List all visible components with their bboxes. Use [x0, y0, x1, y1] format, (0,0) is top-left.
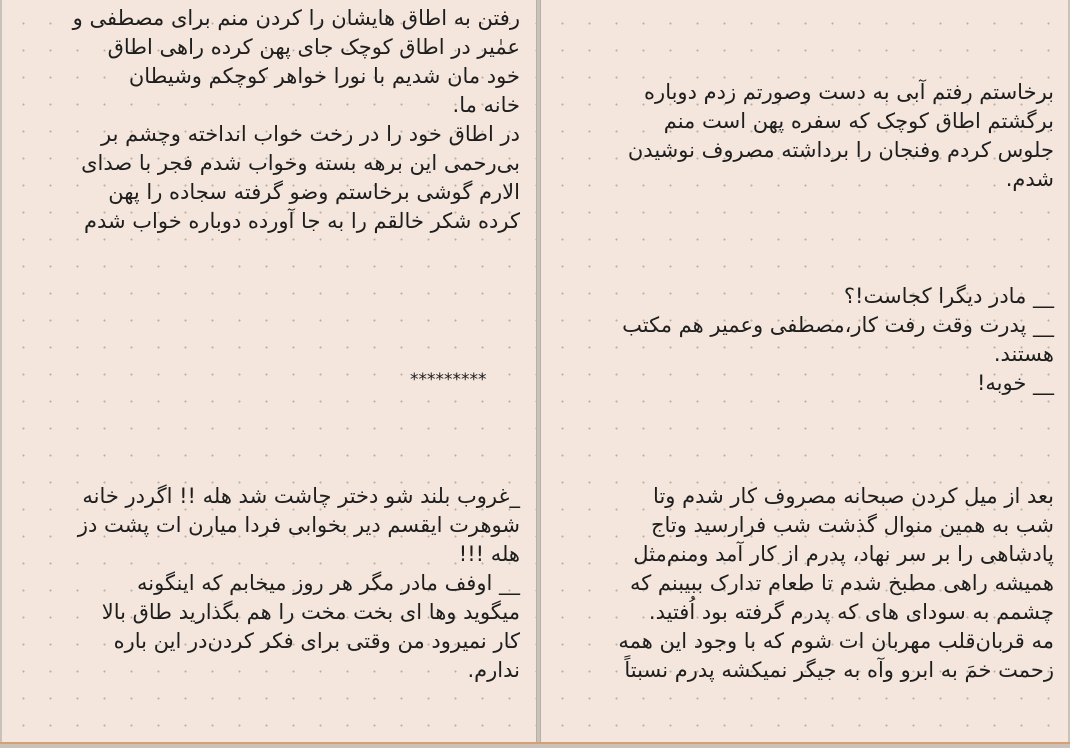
text-line: مه قربان‌قلب مهربان ات شوم که با وجود این همه: [618, 629, 1054, 653]
text-line: شدم.: [1005, 167, 1054, 191]
text-line: کار نمیرود من وقتی برای فکر کردن‌در این باره: [113, 629, 520, 653]
section-separator: *********: [410, 370, 487, 390]
right-paragraph-1: [628, 78, 1054, 194]
bottom-border: [0, 742, 1070, 744]
text-line: شوهرت ایقسم دیر بخوابی فردا میارن ات پشت دز: [77, 513, 520, 537]
text-line: برخاستم رفتم آبی به دست وصورتم زدم دوباره: [644, 80, 1054, 104]
right-page: [540, 0, 1068, 742]
text-line: پادشاهی را بر سر نهاد، پدرم از کار آمد ومنم‌مثل: [633, 542, 1054, 566]
text-line: __ اوفف مادر مگر هر روز میخابم که اینگونه: [137, 571, 520, 595]
text-line: __ خوبه!: [976, 371, 1054, 395]
left-page: [2, 0, 537, 742]
text-line: بعد از میل کردن صبحانه مصروف کار شدم وتا: [653, 484, 1054, 508]
text-line: کرده شکر خالقم را به جا آورده دوباره خواب شدم: [83, 209, 520, 233]
text-line: در اطاق خود را در رخت خواب انداخته وچشم بر: [100, 122, 520, 146]
text-line: میگوید وها ای بخت مخت را هم بگذارید طاق بالا: [101, 600, 520, 624]
text-line: هله !!!: [458, 542, 520, 566]
text-line: __ پدرت وقت رفت کار،مصطفی وعمیر هم مکتب: [622, 313, 1054, 337]
text-line: خانه ما.: [452, 93, 520, 117]
text-line: _غروب بلند شو دختر چاشت شد هله !! اگردر خانه: [82, 484, 520, 508]
text-line: الارم گوشی برخاستم وضو گرفته سجاده را پهن: [108, 180, 520, 204]
text-line: شب به همین منوال گذشت شب فرارسید وتاج: [650, 513, 1054, 537]
left-dialogue: [78, 482, 520, 685]
text-line: رفتن به اطاق هایشان را کردن منم برای مصطفی و: [72, 6, 520, 30]
right-dialogue: [622, 282, 1054, 398]
text-line: هستند.: [993, 342, 1054, 366]
text-line: جلوس کردم وفنجان را برداشته مصروف نوشیدن: [627, 138, 1054, 162]
text-line: بی‌رحمی این برهه بسته وخواب شدم فجر با صدای: [81, 151, 520, 175]
text-line: همیشه راهی مطبخ شدم تا طعام تدارک ببیبنم که: [629, 571, 1054, 595]
text-line: زحمت خمَ به ابرو وآه به جیگر نمیکشه پدرم نسبتاً: [624, 658, 1054, 682]
text-line: ندارم.: [467, 658, 520, 682]
text-line: __ مادر دیگرا کجاست!؟: [843, 284, 1054, 308]
right-paragraph-2: [618, 482, 1054, 685]
left-paragraph-1: [73, 4, 520, 236]
text-line: برگشتم اطاق کوچک که سفره پهن است منم: [663, 109, 1054, 133]
text-line: چشمم به سودای های که پدرم گرفته بود اُفتید.: [648, 600, 1054, 624]
text-line: خود مان شدیم با نورا خواهر کوچکم وشیطان: [128, 64, 520, 88]
text-line: عمٰیر در اطاق کوچک جای پهن کرده راهی اطاق: [107, 35, 520, 59]
